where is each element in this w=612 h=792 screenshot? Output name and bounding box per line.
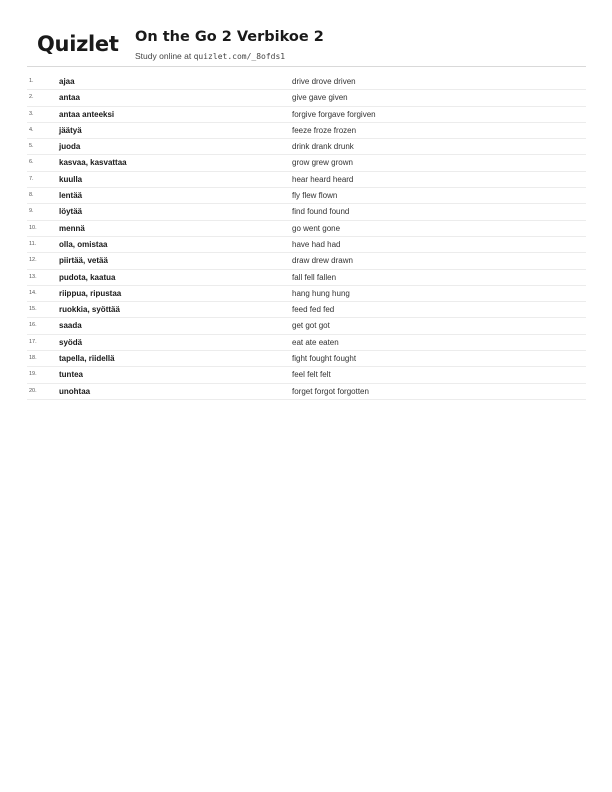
term-text: syödä	[59, 337, 83, 347]
term-text: ajaa	[59, 77, 75, 86]
term-definition: hang hung hung	[292, 288, 350, 298]
term-text: piirtää, vetää	[59, 256, 108, 266]
header-divider	[27, 66, 586, 67]
term-definition: go went gone	[292, 223, 341, 233]
term-row	[27, 302, 586, 318]
term-definition: drink drank drunk	[292, 142, 354, 152]
term-text: kasvaa, kasvattaa	[59, 158, 127, 168]
term-text: juoda	[59, 142, 81, 152]
term-text: jäätyä	[59, 125, 82, 135]
term-definition: feed fed fed	[292, 305, 335, 315]
term-number: 16.	[29, 322, 37, 329]
term-definition: fight fought fought	[292, 354, 357, 364]
term-row	[27, 335, 586, 351]
term-definition: grow grew grown	[292, 158, 353, 168]
term-number: 1.	[29, 78, 34, 84]
term-row	[27, 204, 586, 220]
term-number: 7.	[29, 175, 34, 182]
term-row	[27, 90, 586, 106]
term-row	[27, 123, 586, 139]
term-definition: drive drove driven	[292, 77, 356, 86]
term-number: 15.	[29, 306, 37, 313]
subtitle-prefix: Study online at	[135, 51, 194, 61]
term-number: 20.	[29, 387, 37, 394]
set-url-link[interactable]: quizlet.com/_8ofds1	[193, 52, 286, 61]
term-number: 10.	[29, 224, 37, 231]
term-number: 9.	[29, 208, 34, 215]
term-row	[27, 221, 586, 237]
term-text: riippua, ripustaa	[59, 288, 122, 298]
term-row	[27, 107, 586, 123]
term-row	[27, 172, 586, 188]
term-text: pudota, kaatua	[59, 272, 116, 282]
term-text: tapella, riidellä	[59, 354, 115, 364]
term-number: 11.	[29, 240, 37, 247]
term-definition: give gave given	[292, 93, 348, 103]
term-row	[27, 351, 586, 367]
term-number: 12.	[29, 257, 37, 264]
term-number: 4.	[29, 126, 34, 133]
term-number: 14.	[29, 289, 37, 296]
term-row	[27, 367, 586, 383]
term-text: löytää	[59, 207, 83, 217]
term-text: antaa anteeksi	[59, 109, 115, 119]
term-row	[27, 318, 586, 334]
term-row	[27, 253, 586, 269]
term-text: kuulla	[59, 174, 83, 184]
term-number: 5.	[29, 143, 34, 150]
term-number: 8.	[29, 192, 34, 199]
page-title: On the Go 2 Verbikoe 2	[135, 29, 324, 45]
term-definition: eat ate eaten	[292, 337, 339, 347]
term-list	[27, 74, 586, 400]
term-text: unohtaa	[59, 386, 91, 396]
term-text: mennä	[59, 223, 85, 233]
term-definition: hear heard heard	[292, 174, 354, 184]
term-definition: feel felt felt	[292, 370, 331, 380]
term-definition: fall fell fallen	[292, 272, 337, 282]
page-header	[36, 28, 586, 68]
term-definition: feeze froze frozen	[292, 125, 357, 135]
term-definition: draw drew drawn	[292, 256, 353, 266]
term-row	[27, 384, 586, 400]
term-row	[27, 188, 586, 204]
term-row	[27, 286, 586, 302]
term-definition: have had had	[292, 239, 341, 249]
term-number: 17.	[29, 338, 37, 345]
study-online-subtitle	[135, 51, 285, 61]
term-number: 18.	[29, 355, 37, 362]
term-text: olla, omistaa	[59, 239, 108, 249]
term-text: antaa	[59, 93, 80, 103]
term-text: ruokkia, syöttää	[59, 305, 120, 315]
term-number: 2.	[29, 94, 34, 101]
term-definition: fly flew flown	[292, 191, 338, 201]
term-row	[27, 139, 586, 155]
term-number: 3.	[29, 110, 34, 117]
term-row	[27, 155, 586, 171]
term-text: lentää	[59, 191, 83, 201]
quizlet-logo: Quizlet	[37, 32, 119, 56]
term-number: 13.	[29, 273, 37, 280]
term-text: tuntea	[59, 370, 83, 380]
term-row	[27, 74, 586, 90]
term-definition: forgive forgave forgiven	[292, 109, 376, 119]
term-definition: forget forgot forgotten	[292, 386, 369, 396]
term-text: saada	[59, 321, 82, 331]
term-number: 6.	[29, 159, 34, 166]
term-number: 19.	[29, 371, 37, 378]
term-row	[27, 237, 586, 253]
term-row	[27, 270, 586, 286]
term-definition: get got got	[292, 321, 330, 331]
term-definition: find found found	[292, 207, 350, 217]
